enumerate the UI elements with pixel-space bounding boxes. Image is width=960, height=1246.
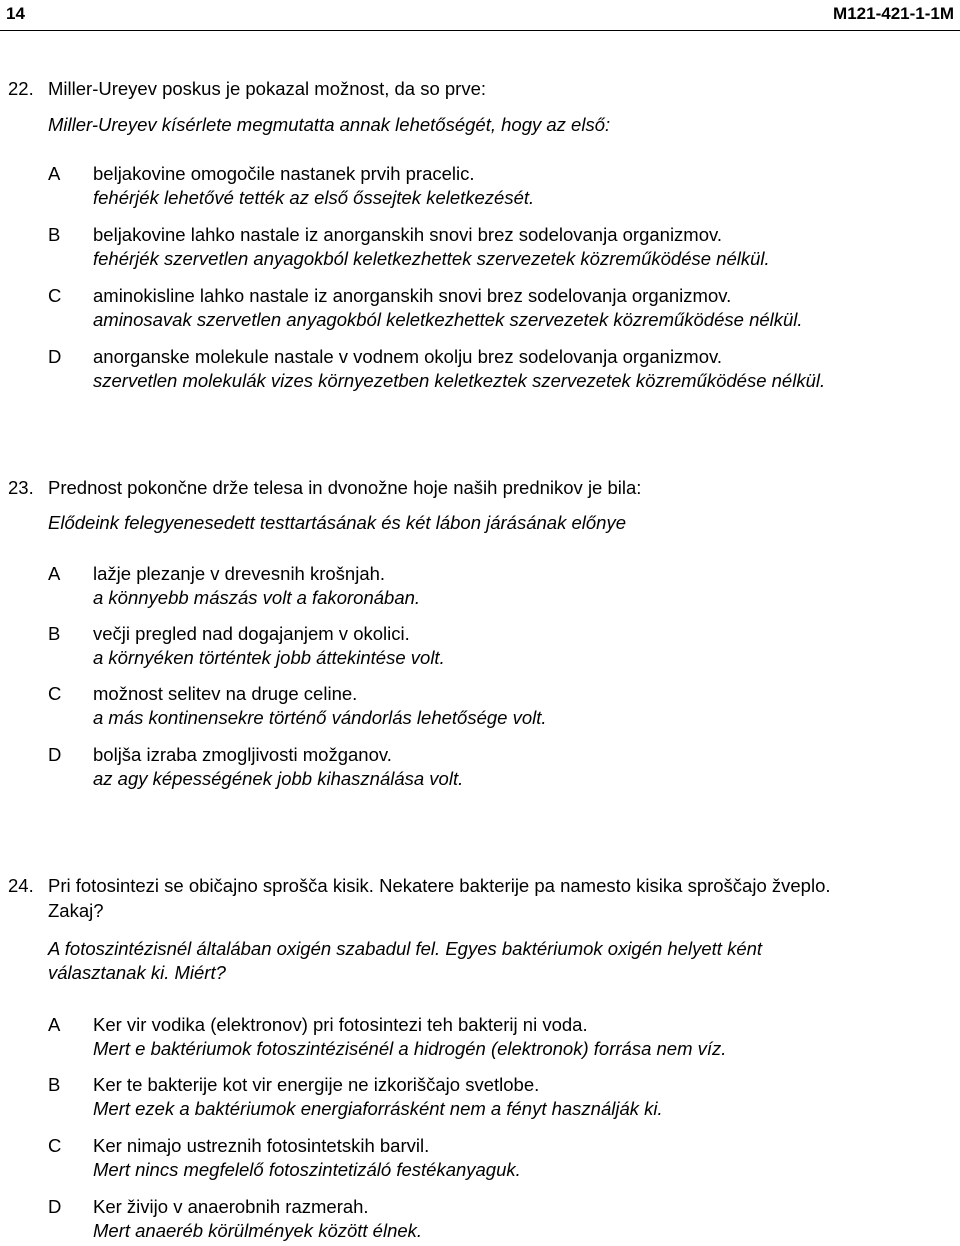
option-text: Ker nimajo ustreznih fotosintetskih barvil. [93,1135,430,1156]
option-letter: C [48,1135,62,1156]
option-text: lažje plezanje v drevesnih krošnjah. [93,563,386,584]
option-text: anorganske molekule nastale v vodnem okolju brez sodelovanja organizmov. [93,346,723,367]
option-letter: B [48,1074,61,1095]
option-translation: a könnyebb mászás volt a fakoronában. [93,587,421,608]
option-translation: aminosavak szervetlen anyagokból keletkezhettek szervezetek közreműködése nélkül. [93,309,803,330]
option-translation: szervetlen molekulák vizes környezetben keletkeztek szervezetek közreműködése nélkül. [93,370,826,391]
option-text: večji pregled nad dogajanjem v okolici. [93,623,410,644]
option-text: beljakovine omogočile nastanek prvih pracelic. [93,163,475,184]
option-c[interactable] [0,1134,960,1184]
question-number: 23. [8,477,34,498]
option-a[interactable] [0,562,960,612]
option-letter: B [48,224,61,245]
option-letter: D [48,1196,62,1217]
option-c[interactable] [0,682,960,732]
option-translation: Mert ezek a baktériumok energiaforrásként nem a fényt használják ki. [93,1098,663,1119]
option-letter: D [48,744,62,765]
option-a[interactable] [0,162,960,212]
option-d[interactable] [0,743,960,793]
option-letter: A [48,1014,61,1035]
option-text: Ker te bakterije kot vir energije ne izkoriščajo svetlobe. [93,1074,540,1095]
option-d[interactable] [0,345,960,395]
option-letter: B [48,623,61,644]
option-b[interactable] [0,622,960,672]
option-b[interactable] [0,1073,960,1123]
question-translation-line2: választanak ki. Miért? [48,962,226,983]
option-text: beljakovine lahko nastale iz anorganskih snovi brez sodelovanja organizmov. [93,224,723,245]
option-translation: Mert nincs megfelelő fotoszintetizáló festékanyaguk. [93,1159,521,1180]
question-text-line2: Zakaj? [48,900,104,921]
option-translation: a más kontinensekre történő vándorlás lehetősége volt. [93,707,547,728]
option-translation: fehérjék szervetlen anyagokból keletkezhettek szervezetek közreműködése nélkül. [93,248,770,269]
question-translation: Miller-Ureyev kísérlete megmutatta annak lehetőségét, hogy az első: [48,114,611,135]
option-letter: C [48,683,62,704]
exam-code: M121-421-1-1M [833,4,954,23]
question-number: 22. [8,78,34,99]
option-text: boljša izraba zmogljivosti možganov. [93,744,392,765]
option-translation: fehérjék lehetővé tették az első őssejtek keletkezését. [93,187,535,208]
option-letter: D [48,346,62,367]
option-d[interactable] [0,1195,960,1245]
option-text: možnost selitev na druge celine. [93,683,358,704]
option-translation: Mert e baktériumok fotoszintézisénél a hidrogén (elektronok) forrása nem víz. [93,1038,727,1059]
question-text-line1: Pri fotosintezi se običajno sprošča kisik. Nekatere bakterije pa namesto kisika sproščajo žveplo. [48,875,831,896]
question-text: Prednost pokončne drže telesa in dvonožne hoje naših prednikov je bila: [48,477,642,498]
option-a[interactable] [0,1013,960,1063]
question-text: Miller-Ureyev poskus je pokazal možnost, da so prve: [48,78,487,99]
option-letter: C [48,285,62,306]
option-c[interactable] [0,284,960,334]
option-b[interactable] [0,223,960,273]
option-translation: az agy képességének jobb kihasználása volt. [93,768,464,789]
option-text: Ker vir vodika (elektronov) pri fotosintezi teh bakterij ni voda. [93,1014,588,1035]
question-number: 24. [8,875,34,896]
option-letter: A [48,163,61,184]
question-translation: Elődeink felegyenesedett testtartásának és két lábon járásának előnye [48,512,626,533]
option-text: Ker živijo v anaerobnih razmerah. [93,1196,369,1217]
option-letter: A [48,563,61,584]
page-header [0,0,960,31]
option-translation: Mert anaeréb körülmények között élnek. [93,1220,423,1241]
option-translation: a környéken történtek jobb áttekintése volt. [93,647,445,668]
option-text: aminokisline lahko nastale iz anorganskih snovi brez sodelovanja organizmov. [93,285,732,306]
page-number: 14 [6,4,25,23]
question-translation-line1: A fotoszintézisnél általában oxigén szabadul fel. Egyes baktériumok oxigén helyett ként [48,938,763,959]
